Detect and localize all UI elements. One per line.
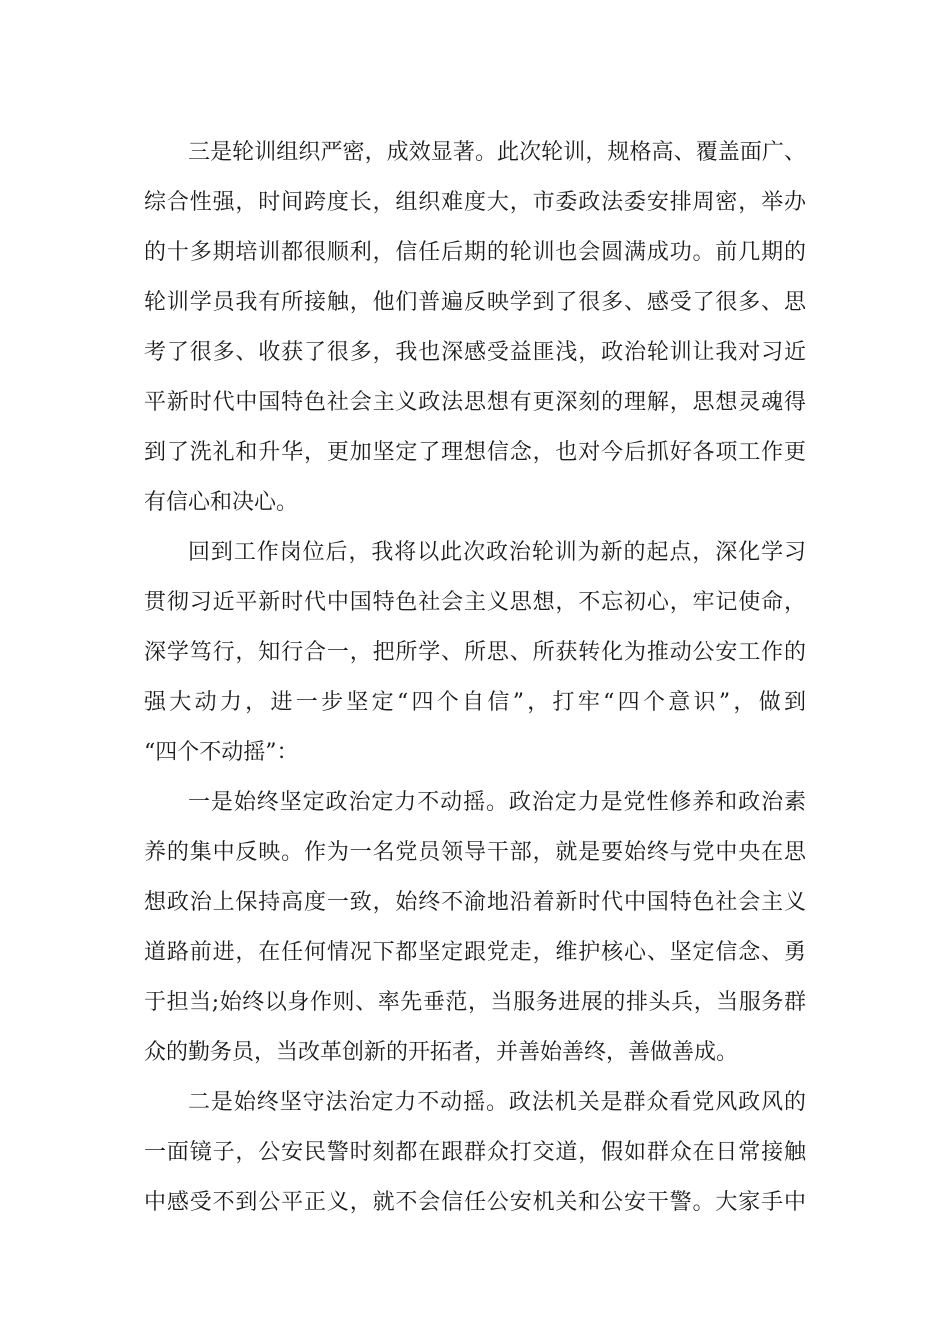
paragraph-4	[144, 1078, 806, 1228]
text-line: 有信心和决心。	[144, 490, 299, 515]
text-line: 平新时代中国特色社会主义政法思想有更深刻的理解，思想灵魂得	[144, 390, 806, 415]
text-line: 深学笃行，知行合一，把所学、所思、所获转化为推动公安工作的	[144, 640, 806, 665]
text-line: 轮训学员我有所接触，他们普遍反映学到了很多、感受了很多、思	[144, 290, 806, 315]
text-line: 贯彻习近平新时代中国特色社会主义思想，不忘初心，牢记使命，	[144, 590, 806, 615]
text-line: 回到工作岗位后，我将以此次政治轮训为新的起点，深化学习	[188, 540, 806, 565]
text-line: 想政治上保持高度一致，始终不渝地沿着新时代中国特色社会主义	[144, 890, 806, 915]
text-line: 一是始终坚定政治定力不动摇。政治定力是党性修养和政治素	[188, 790, 806, 815]
text-line: 养的集中反映。作为一名党员领导干部，就是要始终与党中央在思	[144, 840, 806, 865]
text-line: 三是轮训组织严密，成效显著。此次轮训，规格高、覆盖面广、	[188, 140, 806, 165]
text-line: 一面镜子，公安民警时刻都在跟群众打交道，假如群众在日常接触	[144, 1140, 806, 1165]
text-line: 综合性强，时间跨度长，组织难度大，市委政法委安排周密，举办	[144, 190, 806, 215]
paragraph-3	[144, 778, 806, 1078]
text-line: “四个不动摇”：	[144, 740, 299, 765]
document-body	[144, 128, 806, 1228]
text-line: 强大动力，进一步坚定“四个自信”，打牢“四个意识”，做到	[144, 690, 806, 715]
paragraph-2	[144, 528, 806, 778]
text-line: 道路前进，在任何情况下都坚定跟党走，维护核心、坚定信念、勇	[144, 940, 806, 965]
text-line: 于担当;始终以身作则、率先垂范，当服务进展的排头兵，当服务群	[144, 990, 806, 1015]
text-line: 众的勤务员，当改革创新的开拓者，并善始善终，善做善成。	[144, 1040, 739, 1065]
text-line: 到了洗礼和升华，更加坚定了理想信念，也对今后抓好各项工作更	[144, 440, 806, 465]
text-line: 考了很多、收获了很多，我也深感受益匪浅，政治轮训让我对习近	[144, 340, 806, 365]
text-line: 中感受不到公平正义，就不会信任公安机关和公安干警。大家手中	[144, 1190, 806, 1215]
text-line: 二是始终坚守法治定力不动摇。政法机关是群众看党风政风的	[188, 1090, 806, 1115]
paragraph-1	[144, 128, 806, 528]
text-line: 的十多期培训都很顺利，信任后期的轮训也会圆满成功。前几期的	[144, 240, 806, 265]
